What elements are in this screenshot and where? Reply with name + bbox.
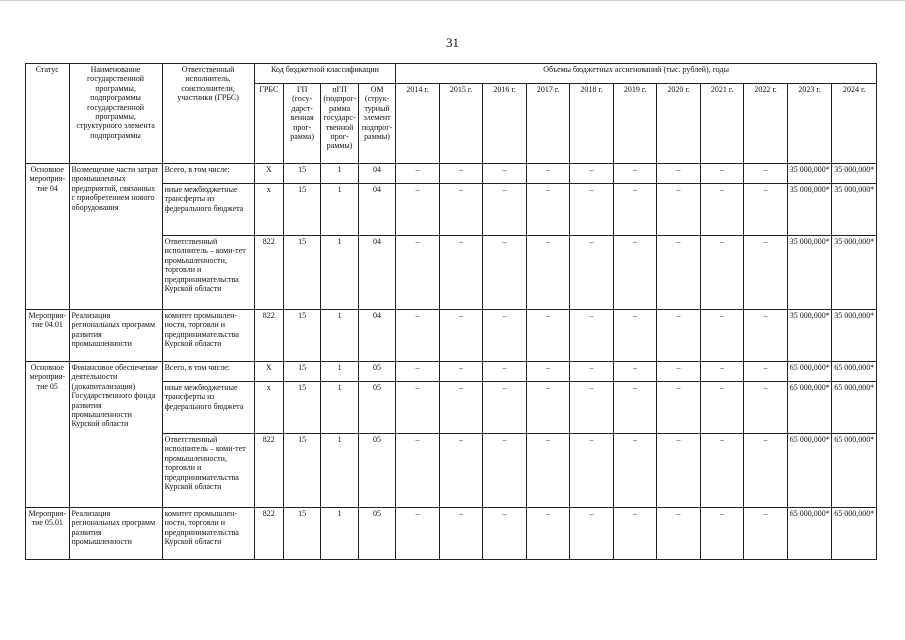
year-value-cell: – [657, 382, 701, 434]
grbs-cell: 822 [254, 508, 283, 560]
om-cell: 05 [358, 508, 395, 560]
year-value-cell: – [483, 184, 527, 236]
year-value-cell: – [439, 236, 483, 310]
executor-cell: Всего, в том числе: [162, 362, 254, 382]
year-value-cell: – [613, 184, 657, 236]
executor-cell: Ответственный исполнитель – коми-тет промышленности, торговли и предпринимательства Курской области [162, 434, 254, 508]
name-cell: Реализация региональных программ развития промышленности [69, 508, 162, 560]
year-value-cell: – [700, 236, 744, 310]
year-2024-value: 65 000,000* [832, 508, 877, 560]
year-value-cell: – [700, 184, 744, 236]
year-value-cell: – [396, 236, 440, 310]
gp-cell: 15 [283, 184, 320, 236]
header-pgp: пГП (подпрог-рамма государс-твенной прог-раммы) [321, 84, 358, 164]
header-year: 2023 г. [787, 84, 832, 164]
year-value-cell: – [439, 382, 483, 434]
year-2024-value: 65 000,000* [832, 382, 877, 434]
year-value-cell: – [526, 362, 570, 382]
year-value-cell: – [657, 310, 701, 362]
year-value-cell: – [396, 184, 440, 236]
year-value-cell: – [700, 310, 744, 362]
year-value-cell: – [396, 164, 440, 184]
year-value-cell: – [526, 164, 570, 184]
year-2023-value: 35 000,000* [787, 310, 832, 362]
year-value-cell: – [613, 310, 657, 362]
year-2023-value: 35 000,000* [787, 184, 832, 236]
executor-cell: иные межбюджетные трансферты из федерального бюджета [162, 184, 254, 236]
year-value-cell: – [744, 434, 788, 508]
om-cell: 04 [358, 310, 395, 362]
gp-cell: 15 [283, 508, 320, 560]
grbs-cell: 822 [254, 236, 283, 310]
header-name: Наименование государственной программы, подпрограммы государственной программы, структурного элемента подпрограммы [69, 64, 162, 164]
name-cell: Возмещение части затрат промышленных предприятий, связанных с приобретением нового оборудования [69, 164, 162, 310]
header-year: 2018 г. [570, 84, 614, 164]
header-year: 2014 г. [396, 84, 440, 164]
pgp-cell: 1 [321, 508, 358, 560]
header-year: 2017 г. [526, 84, 570, 164]
year-2023-value: 65 000,000* [787, 362, 832, 382]
year-2024-value: 35 000,000* [832, 310, 877, 362]
executor-cell: комитет промышлен-ности, торговли и предпринимательства Курской области [162, 310, 254, 362]
table-row [26, 310, 877, 362]
year-value-cell: – [700, 434, 744, 508]
grbs-cell: Х [254, 164, 283, 184]
year-value-cell: – [526, 508, 570, 560]
table-row [26, 508, 877, 560]
year-2023-value: 35 000,000* [787, 164, 832, 184]
year-value-cell: – [613, 434, 657, 508]
year-value-cell: – [570, 310, 614, 362]
grbs-cell: Х [254, 362, 283, 382]
year-value-cell: – [483, 382, 527, 434]
pgp-cell: 1 [321, 310, 358, 362]
year-2023-value: 65 000,000* [787, 508, 832, 560]
year-value-cell: – [396, 508, 440, 560]
year-value-cell: – [744, 236, 788, 310]
gp-cell: 15 [283, 382, 320, 434]
year-value-cell: – [613, 508, 657, 560]
year-2023-value: 35 000,000* [787, 236, 832, 310]
header-executor: Ответственный исполнитель, соисполнители, участники (ГРБС) [162, 64, 254, 164]
page-number: 31 [446, 35, 459, 50]
header-year: 2021 г. [700, 84, 744, 164]
header-year: 2022 г. [744, 84, 788, 164]
header-status: Статус [26, 64, 70, 164]
year-value-cell: – [657, 362, 701, 382]
year-value-cell: – [483, 236, 527, 310]
year-value-cell: – [570, 382, 614, 434]
year-value-cell: – [700, 362, 744, 382]
table-row [26, 164, 877, 184]
gp-cell: 15 [283, 236, 320, 310]
status-cell: Основное мероприя-тие 05 [26, 362, 70, 508]
year-2024-value: 65 000,000* [832, 362, 877, 382]
pgp-cell: 1 [321, 236, 358, 310]
header-om: ОМ (струк-турный элемент подпрог-раммы) [358, 84, 395, 164]
year-2023-value: 65 000,000* [787, 382, 832, 434]
year-2024-value: 35 000,000* [832, 236, 877, 310]
year-value-cell: – [396, 310, 440, 362]
year-value-cell: – [657, 164, 701, 184]
year-value-cell: – [744, 382, 788, 434]
pgp-cell: 1 [321, 382, 358, 434]
grbs-cell: 822 [254, 434, 283, 508]
year-value-cell: – [657, 236, 701, 310]
year-value-cell: – [700, 508, 744, 560]
om-cell: 05 [358, 362, 395, 382]
year-value-cell: – [744, 362, 788, 382]
year-value-cell: – [613, 362, 657, 382]
year-value-cell: – [613, 236, 657, 310]
grbs-cell: 822 [254, 310, 283, 362]
year-value-cell: – [570, 362, 614, 382]
header-year: 2015 г. [439, 84, 483, 164]
pgp-cell: 1 [321, 184, 358, 236]
year-value-cell: – [526, 310, 570, 362]
year-value-cell: – [700, 164, 744, 184]
header-year: 2020 г. [657, 84, 701, 164]
status-cell: Основное мероприя-тие 04 [26, 164, 70, 310]
pgp-cell: 1 [321, 164, 358, 184]
year-value-cell: – [396, 382, 440, 434]
year-2023-value: 65 000,000* [787, 434, 832, 508]
year-value-cell: – [657, 184, 701, 236]
status-cell: Мероприя-тие 04.01 [26, 310, 70, 362]
name-cell: Реализация региональных программ развития промышленности [69, 310, 162, 362]
executor-cell: комитет промышлен-ности, торговли и предпринимательства Курской области [162, 508, 254, 560]
pgp-cell: 1 [321, 362, 358, 382]
year-value-cell: – [570, 434, 614, 508]
executor-cell: Всего, в том числе: [162, 164, 254, 184]
year-value-cell: – [657, 434, 701, 508]
year-value-cell: – [526, 236, 570, 310]
year-value-cell: – [439, 164, 483, 184]
status-cell: Мероприя-тие 05.01 [26, 508, 70, 560]
gp-cell: 15 [283, 362, 320, 382]
header-budget-code: Код бюджетной классификации [254, 64, 396, 84]
year-value-cell: – [744, 508, 788, 560]
year-value-cell: – [396, 362, 440, 382]
gp-cell: 15 [283, 310, 320, 362]
year-value-cell: – [439, 310, 483, 362]
header-gp: ГП (госу-дарст-венная прог-рамма) [283, 84, 320, 164]
table-header [26, 64, 877, 164]
header-year: 2024 г. [832, 84, 877, 164]
year-value-cell: – [439, 184, 483, 236]
year-value-cell: – [483, 310, 527, 362]
table-body [26, 164, 877, 560]
year-value-cell: – [744, 310, 788, 362]
page-top-edge [0, 0, 905, 1]
name-cell: Финансовое обеспечение деятельности (докапитализация) Государственного фонда развития промышленности Курской области [69, 362, 162, 508]
year-value-cell: – [613, 382, 657, 434]
header-grbs: ГРБС [254, 84, 283, 164]
om-cell: 05 [358, 382, 395, 434]
header-year: 2016 г. [483, 84, 527, 164]
year-value-cell: – [483, 434, 527, 508]
budget-allocation-table [25, 63, 877, 560]
year-value-cell: – [700, 382, 744, 434]
om-cell: 04 [358, 236, 395, 310]
om-cell: 05 [358, 434, 395, 508]
year-value-cell: – [744, 164, 788, 184]
year-value-cell: – [396, 434, 440, 508]
year-value-cell: – [570, 508, 614, 560]
year-value-cell: – [483, 164, 527, 184]
year-value-cell: – [439, 508, 483, 560]
year-value-cell: – [526, 434, 570, 508]
year-2024-value: 35 000,000* [832, 184, 877, 236]
year-value-cell: – [570, 164, 614, 184]
year-value-cell: – [570, 236, 614, 310]
year-value-cell: – [744, 184, 788, 236]
grbs-cell: х [254, 184, 283, 236]
executor-cell: Ответственный исполнитель – коми-тет промышленности, торговли и предпринимательства Курской области [162, 236, 254, 310]
year-value-cell: – [526, 184, 570, 236]
header-year: 2019 г. [613, 84, 657, 164]
om-cell: 04 [358, 184, 395, 236]
header-volumes: Объемы бюджетных ассигнований (тыс. рублей), годы [396, 64, 877, 84]
pgp-cell: 1 [321, 434, 358, 508]
table-row [26, 362, 877, 382]
year-value-cell: – [483, 508, 527, 560]
year-value-cell: – [526, 382, 570, 434]
year-value-cell: – [439, 362, 483, 382]
executor-cell: иные межбюджетные трансферты из федерального бюджета [162, 382, 254, 434]
year-value-cell: – [570, 184, 614, 236]
year-value-cell: – [483, 362, 527, 382]
year-2024-value: 35 000,000* [832, 164, 877, 184]
year-value-cell: – [613, 164, 657, 184]
gp-cell: 15 [283, 434, 320, 508]
om-cell: 04 [358, 164, 395, 184]
gp-cell: 15 [283, 164, 320, 184]
year-value-cell: – [439, 434, 483, 508]
grbs-cell: х [254, 382, 283, 434]
year-2024-value: 65 000,000* [832, 434, 877, 508]
year-value-cell: – [657, 508, 701, 560]
